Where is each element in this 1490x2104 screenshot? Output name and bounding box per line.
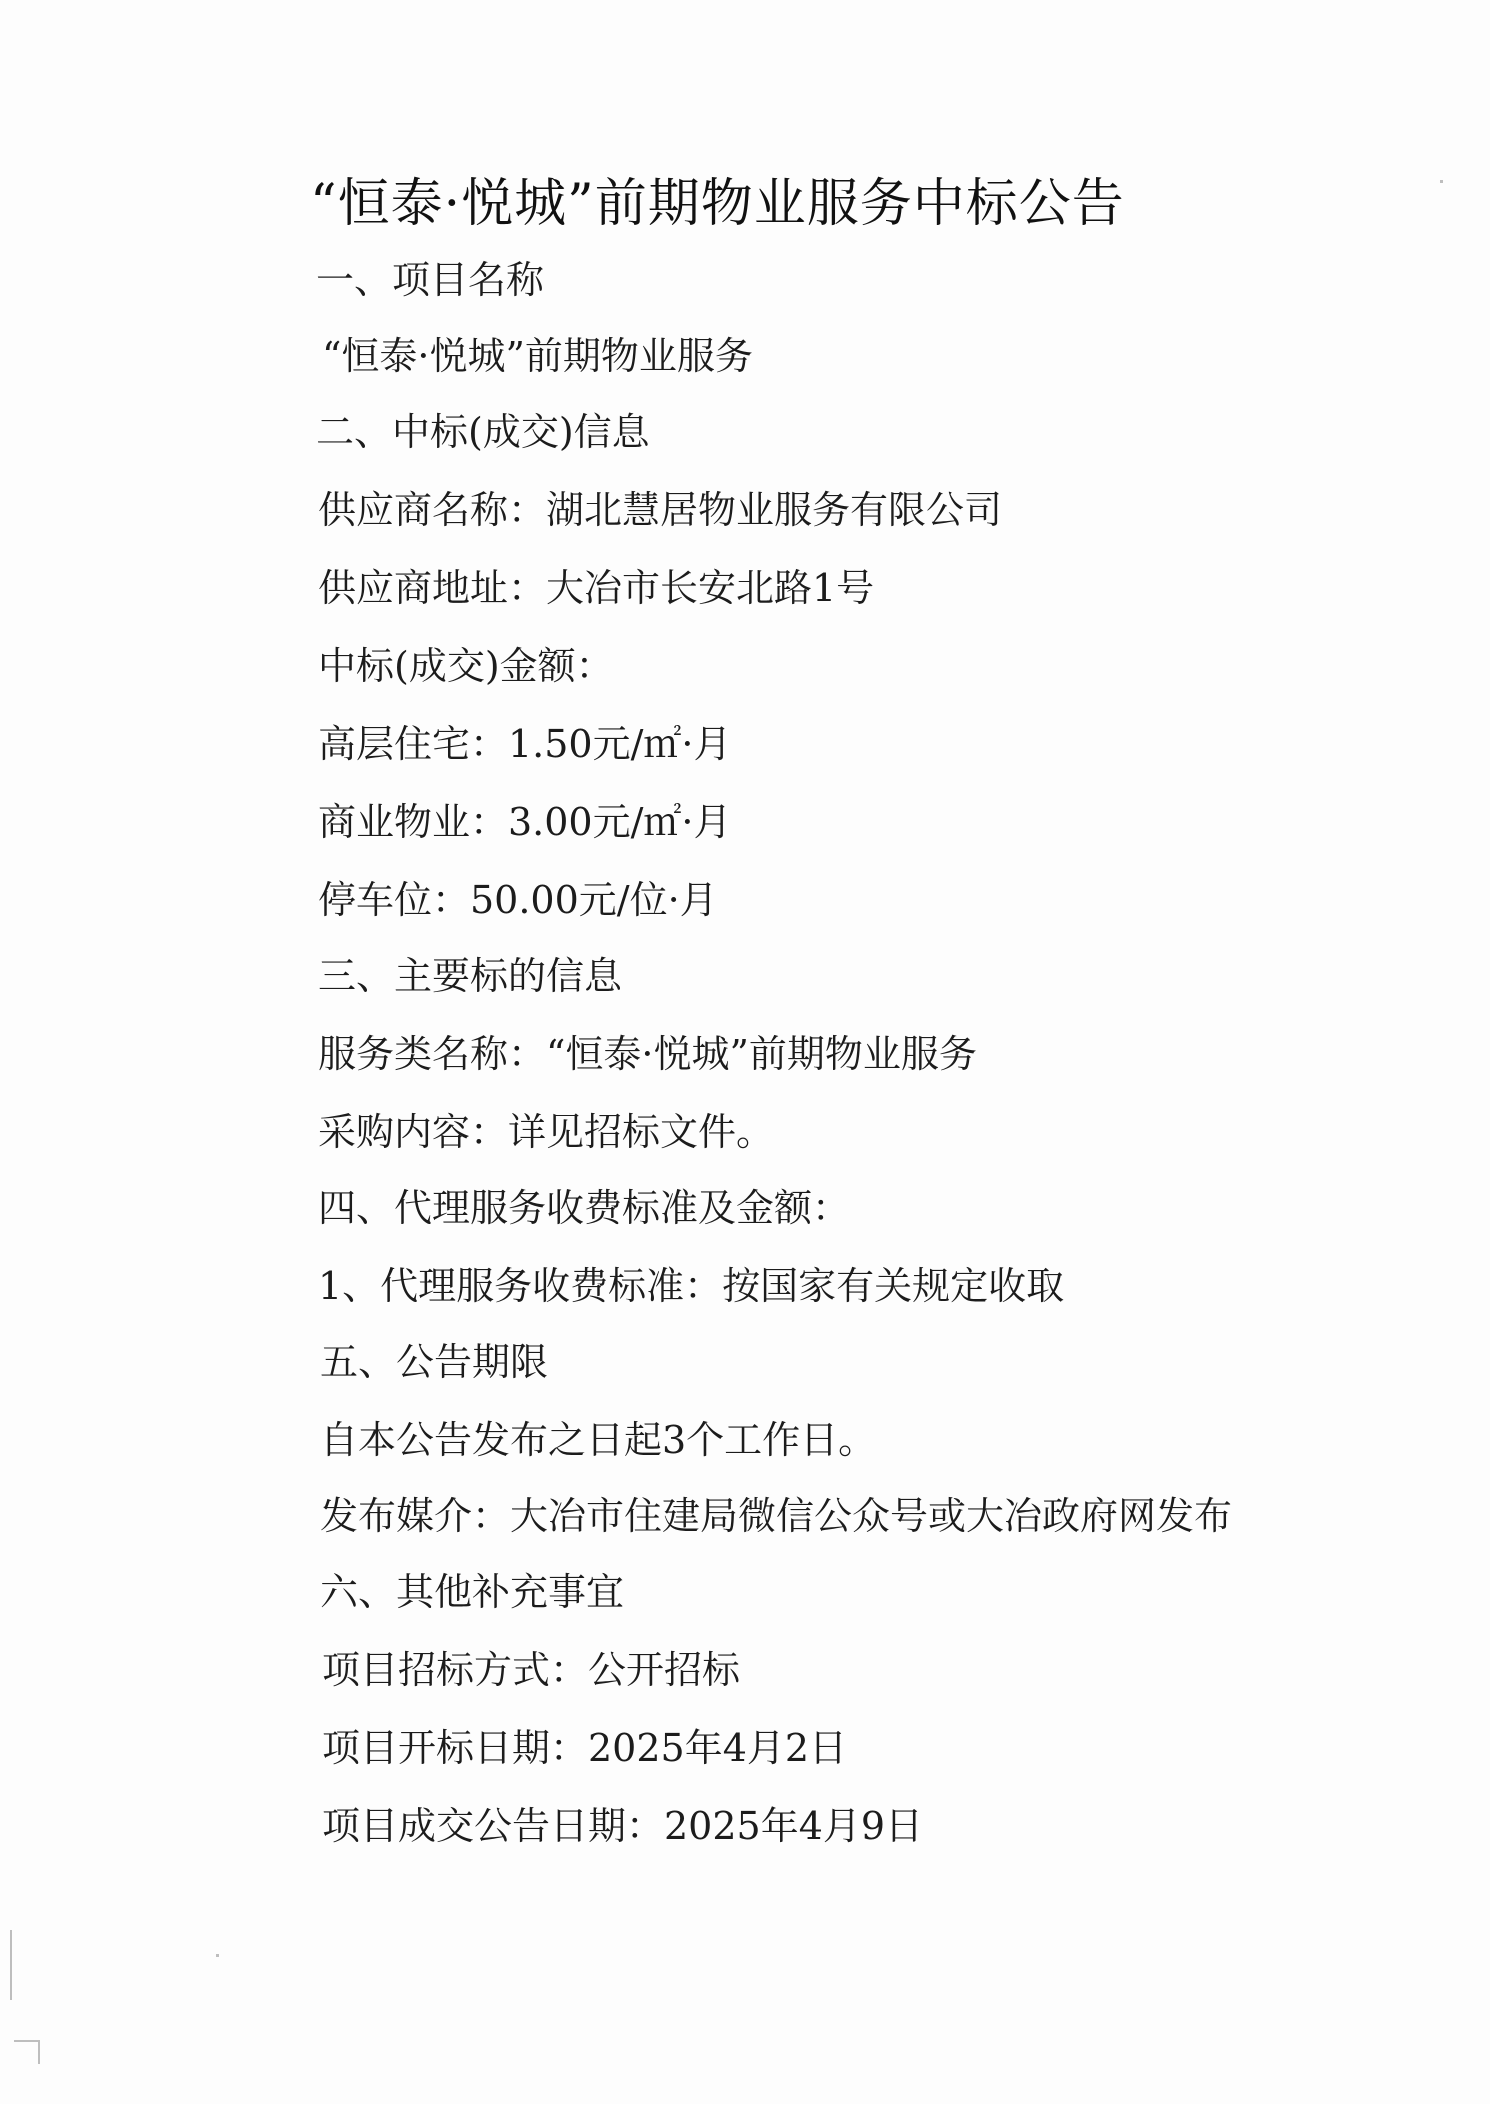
section-heading-main-subject: 三、主要标的信息 — [318, 954, 623, 998]
supplier-address-line: 供应商地址：大冶市长安北路1号 — [318, 566, 875, 610]
award-amount-label: 中标(成交)金额： — [318, 644, 614, 688]
scan-artifact — [216, 1954, 219, 1957]
highrise-fee-line: 高层住宅：1.50元/㎡·月 — [318, 722, 732, 766]
scan-artifact — [10, 1930, 12, 2000]
scan-artifact — [14, 2040, 40, 2042]
section-heading-notice-period: 五、公告期限 — [320, 1340, 549, 1384]
section-heading-other-matters: 六、其他补充事宜 — [320, 1570, 625, 1614]
page-title: “恒泰·悦城”前期物业服务中标公告 — [310, 174, 1125, 234]
publication-media-line: 发布媒介：大冶市住建局微信公众号或大冶政府网发布 — [320, 1494, 1233, 1538]
supplier-name-line: 供应商名称：湖北慧居物业服务有限公司 — [318, 488, 1003, 532]
section-heading-agency-fee: 四、代理服务收费标准及金额： — [318, 1186, 851, 1230]
service-category-line: 服务类名称：“恒泰·悦城”前期物业服务 — [318, 1032, 977, 1076]
procurement-content-line: 采购内容：详见招标文件。 — [318, 1110, 775, 1154]
section-heading-award-info: 二、中标(成交)信息 — [316, 410, 650, 454]
agency-fee-standard-line: 1、代理服务收费标准：按国家有关规定收取 — [318, 1264, 1065, 1308]
parking-fee-line: 停车位：50.00元/位·月 — [318, 878, 718, 922]
bid-opening-date-line: 项目开标日期：2025年4月2日 — [322, 1726, 848, 1770]
project-name-value: “恒泰·悦城”前期物业服务 — [322, 334, 753, 378]
section-heading-project-name: 一、项目名称 — [316, 258, 545, 302]
award-notice-date-line: 项目成交公告日期：2025年4月9日 — [322, 1804, 924, 1848]
commercial-fee-line: 商业物业：3.00元/㎡·月 — [318, 800, 732, 844]
scan-artifact — [38, 2042, 40, 2064]
notice-period-line: 自本公告发布之日起3个工作日。 — [320, 1418, 877, 1462]
scan-artifact — [1440, 180, 1443, 183]
tender-method-line: 项目招标方式：公开招标 — [322, 1648, 741, 1692]
